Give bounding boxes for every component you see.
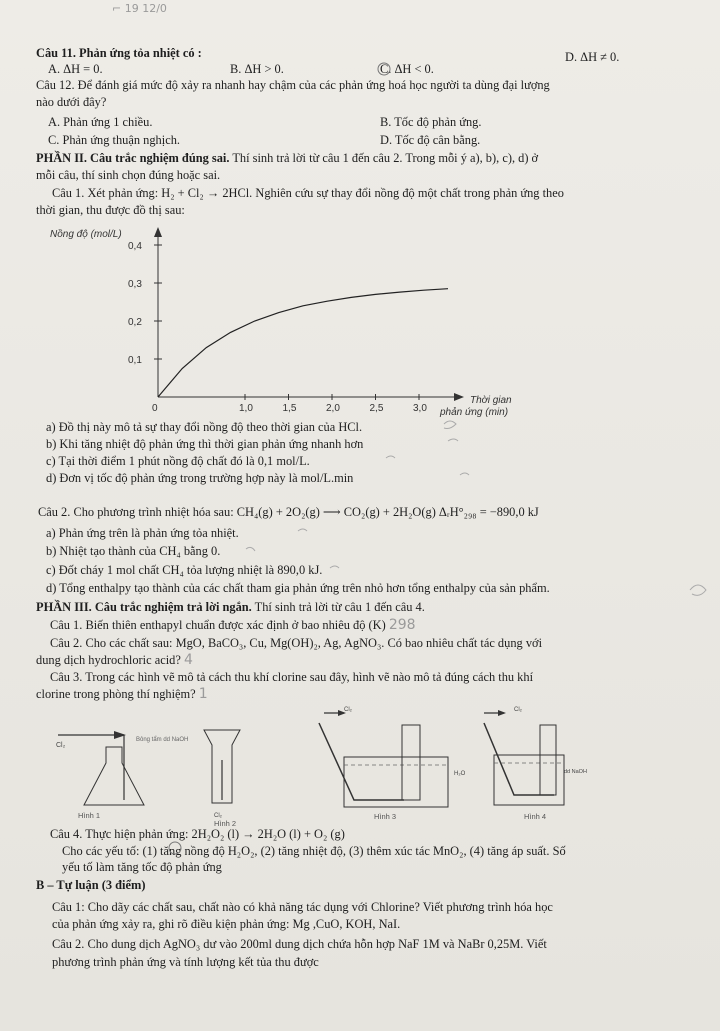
fig3-liquid-label: H₂O bbox=[454, 771, 466, 777]
pB-q1-line2: của phản ứng xảy ra, ghi rõ điều kiện phản ứng: Mg ,CuO, KOH, NaI. bbox=[52, 917, 401, 931]
fig4-label: Hình 4 bbox=[524, 812, 547, 821]
fig4-gas-label: Cl₂ bbox=[514, 707, 522, 713]
mark-q2b bbox=[246, 547, 255, 551]
q11-option-b: B. ΔH > 0. bbox=[230, 62, 284, 76]
q12-option-d: D. Tốc độ cân bằng. bbox=[380, 133, 481, 147]
pB-q1-line1: Câu 1: Cho dãy các chất sau, chất nào có khả năng tác dụng với Chlorine? Viết phương trình hóa học bbox=[52, 900, 553, 914]
part3-heading-bold: PHẦN III. Câu trắc nghiệm trả lời ngắn. bbox=[36, 600, 252, 614]
p3-q4-line3: yếu tố làm tăng tốc độ phản ứng bbox=[62, 860, 222, 874]
part2-heading-bold: PHẦN II. Câu trắc nghiệm đúng sai. bbox=[36, 151, 230, 165]
p3-q3-handwritten-answer: 1 bbox=[198, 686, 208, 702]
chart-x-tick-label: 2,0 bbox=[326, 403, 340, 414]
part2-heading-line2: mỗi câu, thí sinh chọn đúng hoặc sai. bbox=[36, 168, 221, 182]
pB-q2-line1: Câu 2. Cho dung dịch AgNO₃ dư vào 200ml dung dịch chứa hỗn hợp NaF 1M và NaBr 0,25M. Viết bbox=[52, 937, 547, 951]
mark-q2a bbox=[298, 529, 307, 531]
pB-q2-line2: phương trình phản ứng và tính lượng kết tủa thu được bbox=[52, 955, 319, 969]
p2-q1-d: d) Đơn vị tốc độ phản ứng trong trường hợp này là mol/L.min bbox=[46, 471, 354, 485]
fig1-gas-label: Cl₂ bbox=[56, 742, 66, 749]
q12-option-a: A. Phản ứng 1 chiều. bbox=[48, 115, 153, 129]
p2-q1-line1: Câu 1. Xét phản ứng: H₂ + Cl₂ → 2HCl. Nghiên cứu sự thay đổi nồng độ một chất trong phản ứng theo bbox=[52, 186, 564, 200]
partB-heading: B – Tự luận (3 điểm) bbox=[36, 878, 146, 892]
chart-xlabel-line2: phản ứng (min) bbox=[440, 407, 509, 418]
fig3-label: Hình 3 bbox=[374, 812, 397, 821]
fig3-gas-label: Cl₂ bbox=[344, 707, 352, 713]
p3-q1-text: Câu 1. Biến thiên enthapyl chuẩn được xác định ở bao nhiêu độ (K) bbox=[50, 618, 386, 632]
p2-q2-c: c) Đốt cháy 1 mol chất CH₄ tỏa lượng nhiệt là 890,0 kJ. bbox=[46, 563, 323, 577]
mark-q1c bbox=[386, 456, 395, 458]
mark-q2c bbox=[330, 566, 339, 568]
p3-q2-line1: Câu 2. Cho các chất sau: MgO, BaCO₃, Cu, Mg(OH)₂, Ag, AgNO₃. Có bao nhiêu chất tác dụng với bbox=[50, 636, 543, 650]
mark-q2d bbox=[690, 585, 706, 595]
q12-title-line2: nào dưới đây? bbox=[36, 95, 107, 109]
fig4-liquid-label: dd NaOH bbox=[564, 769, 587, 775]
mark-q1d bbox=[460, 473, 469, 475]
p3-q2-text: dung dịch hydrochloric acid? bbox=[36, 653, 181, 667]
q11-option-d: D. ΔH ≠ 0. bbox=[565, 50, 620, 64]
q11-option-a: A. ΔH = 0. bbox=[48, 62, 103, 76]
chart-y-tick-label: 0,3 bbox=[128, 279, 142, 290]
p2-q1-a: a) Đồ thị này mô tả sự thay đổi nồng độ theo thời gian của HCl. bbox=[46, 420, 363, 434]
chart-x-tick-label: 1,0 bbox=[239, 403, 253, 414]
p3-q4-line2: Cho các yếu tố: (1) tăng nồng độ H₂O₂, (2) tăng nhiệt độ, (3) thêm xúc tác MnO₂, (4) tăng áp suất. Số bbox=[62, 844, 566, 858]
chart-x-tick-label: 2,5 bbox=[369, 403, 384, 414]
p3-q4-line1: Câu 4. Thực hiện phản ứng: 2H₂O₂ (l) → 2H₂O (l) + O₂ (g) bbox=[50, 827, 345, 841]
p3-q1-handwritten-answer: 298 bbox=[388, 617, 416, 633]
chart-x-tick-label: 3,0 bbox=[413, 403, 427, 414]
q11-title: Câu 11. Phản ứng tỏa nhiệt có : bbox=[36, 46, 202, 60]
mark-q1b bbox=[448, 439, 458, 441]
chart-x-tick-label: 0 bbox=[152, 403, 158, 414]
part2-heading-rest: Thí sinh trả lời từ câu 1 đến câu 2. Trong mỗi ý a), b), c), d) ở bbox=[229, 151, 539, 165]
circle-factor-1 bbox=[169, 842, 181, 854]
p2-q1-line2: thời gian, thu được đồ thị sau: bbox=[36, 203, 185, 217]
mark-q1a bbox=[444, 421, 456, 429]
p2-q2-a: a) Phản ứng trên là phản ứng tỏa nhiệt. bbox=[46, 526, 239, 540]
chart-y-tick-label: 0,4 bbox=[128, 241, 142, 252]
chart-x-tick-label: 1,5 bbox=[282, 403, 297, 414]
part3-heading-rest: Thí sinh trả lời từ câu 1 đến câu 4. bbox=[251, 600, 425, 614]
fig1-cotton-label: Bông tẩm dd NaOH bbox=[136, 737, 189, 743]
chart-xlabel-line1: Thời gian bbox=[470, 395, 512, 406]
fig2-label: Hình 2 bbox=[214, 819, 237, 828]
p2-q2-b: b) Nhiệt tạo thành của CH₄ bằng 0. bbox=[46, 544, 221, 558]
q11-option-c: C. ΔH < 0. bbox=[380, 62, 434, 76]
header-scribble: ⌐ 19 12/0 bbox=[112, 2, 167, 15]
p2-q1-c: c) Tại thời điểm 1 phút nồng độ chất đó là 0,1 mol/L. bbox=[46, 454, 310, 468]
p3-q3-line1: Câu 3. Trong các hình vẽ mô tả cách thu khí clorine sau đây, hình vẽ nào mô tả đúng cách thu khí bbox=[50, 670, 534, 684]
p2-q1-b: b) Khi tăng nhiệt độ phản ứng thì thời gian phản ứng nhanh hơn bbox=[46, 437, 364, 451]
chart-y-tick-label: 0,1 bbox=[128, 355, 142, 366]
p2-q2-d: d) Tổng enthalpy tạo thành của các chất tham gia phản ứng trên nhỏ hơn tổng enthalpy của sản phẩm. bbox=[46, 581, 550, 595]
p3-q3-text: clorine trong phòng thí nghiệm? bbox=[36, 687, 196, 701]
fig1-label: Hình 1 bbox=[78, 811, 101, 820]
q12-title-line1: Câu 12. Để đánh giá mức độ xảy ra nhanh hay chậm của các phản ứng hoá học người ta dùng đại lượng bbox=[36, 78, 550, 92]
chart-y-tick-label: 0,2 bbox=[128, 317, 142, 328]
p2-q2-line1: Câu 2. Cho phương trình nhiệt hóa sau: CH₄(g) + 2O₂(g) ⟶ CO₂(g) + 2H₂O(g) ΔᵣH°₂₉₈ = −890,0 kJ bbox=[38, 505, 539, 519]
q12-option-b: B. Tốc độ phản ứng. bbox=[380, 115, 482, 129]
p3-q2-handwritten-answer: 4 bbox=[183, 652, 193, 668]
q12-option-c: C. Phản ứng thuận nghịch. bbox=[48, 133, 180, 147]
fig2-gas-label: Cl₂ bbox=[214, 813, 222, 819]
circle-q11-c bbox=[378, 63, 390, 75]
chart-ylabel: Nồng độ (mol/L) bbox=[50, 229, 122, 240]
